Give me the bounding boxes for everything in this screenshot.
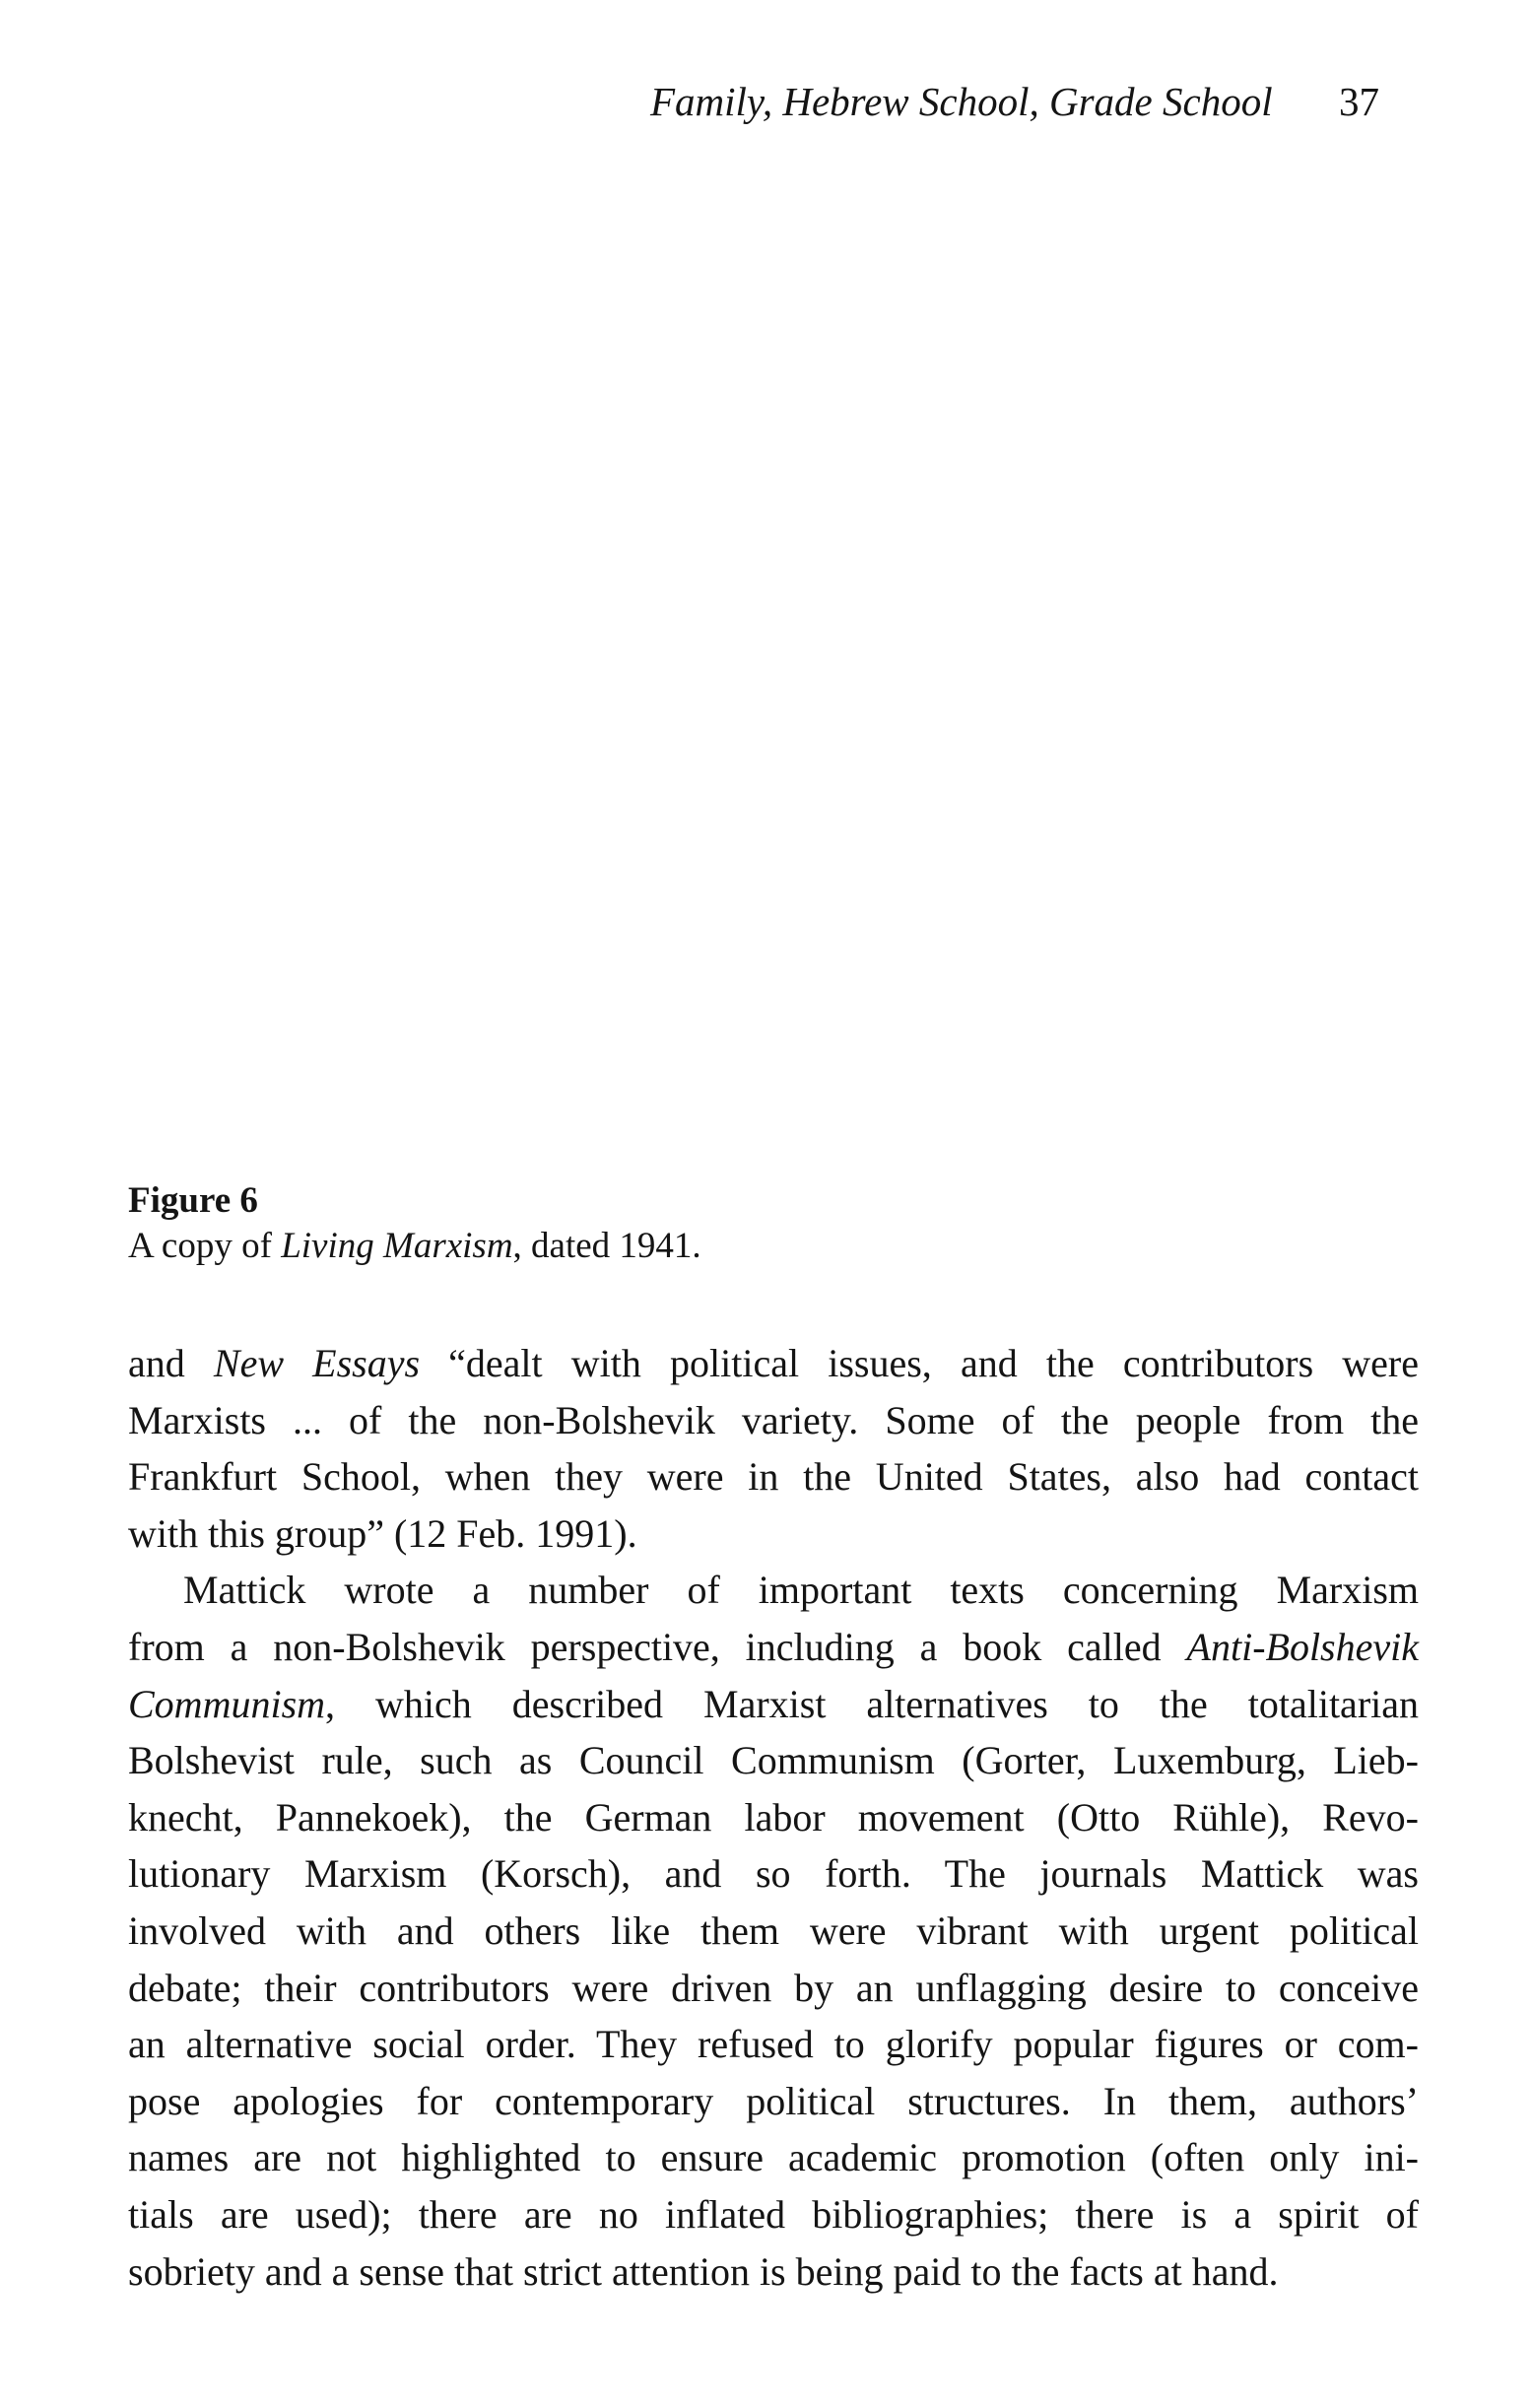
text-line <box>128 1448 1419 1505</box>
text-segment: an alternative social order. They refused to glorify popular figures or com- <box>128 2022 1419 2067</box>
text-line <box>128 1845 1419 1903</box>
text-segment: tials are used); there are no inflated bibliographies; there is a spirit of <box>128 2191 1419 2237</box>
running-head-title: Family, Hebrew School, Grade School <box>650 79 1273 124</box>
text-line <box>128 2186 1419 2243</box>
caption-prefix: A copy of <box>128 1226 282 1266</box>
body-text <box>128 1335 1419 2300</box>
italic-title: Anti-Bolshevik <box>1186 1624 1419 1669</box>
figure-caption <box>128 1178 1409 1269</box>
text-line <box>128 2243 1419 2301</box>
figure-image-area <box>128 167 1409 1153</box>
text-segment: Bolshevist rule, such as Council Communism (Gorter, Luxemburg, Lieb- <box>128 1738 1419 1783</box>
italic-title: New Essays <box>213 1341 421 1385</box>
text-segment: Marxists ... of the non-Bolshevik variety. Some of the people from the <box>128 1397 1419 1442</box>
paragraph <box>128 1562 1419 2300</box>
text-segment: names are not highlighted to ensure academic promotion (often only ini- <box>128 2135 1419 2180</box>
text-segment: knecht, Pannekoek), the German labor movement (Otto Rühle), Revo- <box>128 1794 1419 1839</box>
text-line <box>128 1789 1419 1846</box>
text-line <box>128 1335 1419 1392</box>
caption-title: Living Marxism <box>281 1226 513 1266</box>
text-line <box>128 1505 1419 1563</box>
caption-suffix: , dated 1941. <box>512 1226 701 1266</box>
page-number: 37 <box>1339 79 1379 124</box>
paragraph <box>128 1335 1419 1562</box>
text-line <box>128 1903 1419 1960</box>
text-segment: , which described Marxist alternatives to the totalitarian <box>325 1681 1419 1726</box>
text-segment: involved with and others like them were vibrant with urgent political <box>128 1907 1419 1953</box>
text-segment: “dealt with political issues, and the contributors were <box>420 1341 1419 1385</box>
text-segment: Mattick wrote a number of important texts concerning Marxism <box>183 1568 1419 1613</box>
text-line <box>128 1960 1419 2017</box>
text-segment: lutionary Marxism (Korsch), and so forth. The journals Mattick was <box>128 1851 1419 1897</box>
text-segment: and <box>128 1341 214 1385</box>
italic-title: Communism <box>128 1681 326 1726</box>
caption-text <box>128 1226 701 1266</box>
running-head <box>650 77 1379 126</box>
text-segment: pose apologies for contemporary political structures. In them, authors’ <box>128 2078 1419 2123</box>
text-line <box>128 2016 1419 2073</box>
text-line <box>128 1732 1419 1789</box>
text-segment: debate; their contributors were driven by an unflagging desire to conceive <box>128 1965 1419 2010</box>
text-line <box>128 1619 1419 1676</box>
text-segment: from a non-Bolshevik perspective, including a book called <box>128 1624 1187 1669</box>
text-line <box>128 2129 1419 2186</box>
text-line <box>128 2073 1419 2130</box>
text-line <box>128 1562 1419 1619</box>
text-segment: Frankfurt School, when they were in the United States, also had contact <box>128 1454 1419 1500</box>
text-line <box>128 1676 1419 1733</box>
text-segment: with this group” (12 Feb. 1991). <box>128 1510 637 1556</box>
text-line <box>128 1392 1419 1449</box>
figure-label: Figure 6 <box>128 1180 258 1221</box>
text-segment: sobriety and a sense that strict attention is being paid to the facts at hand. <box>128 2248 1279 2294</box>
